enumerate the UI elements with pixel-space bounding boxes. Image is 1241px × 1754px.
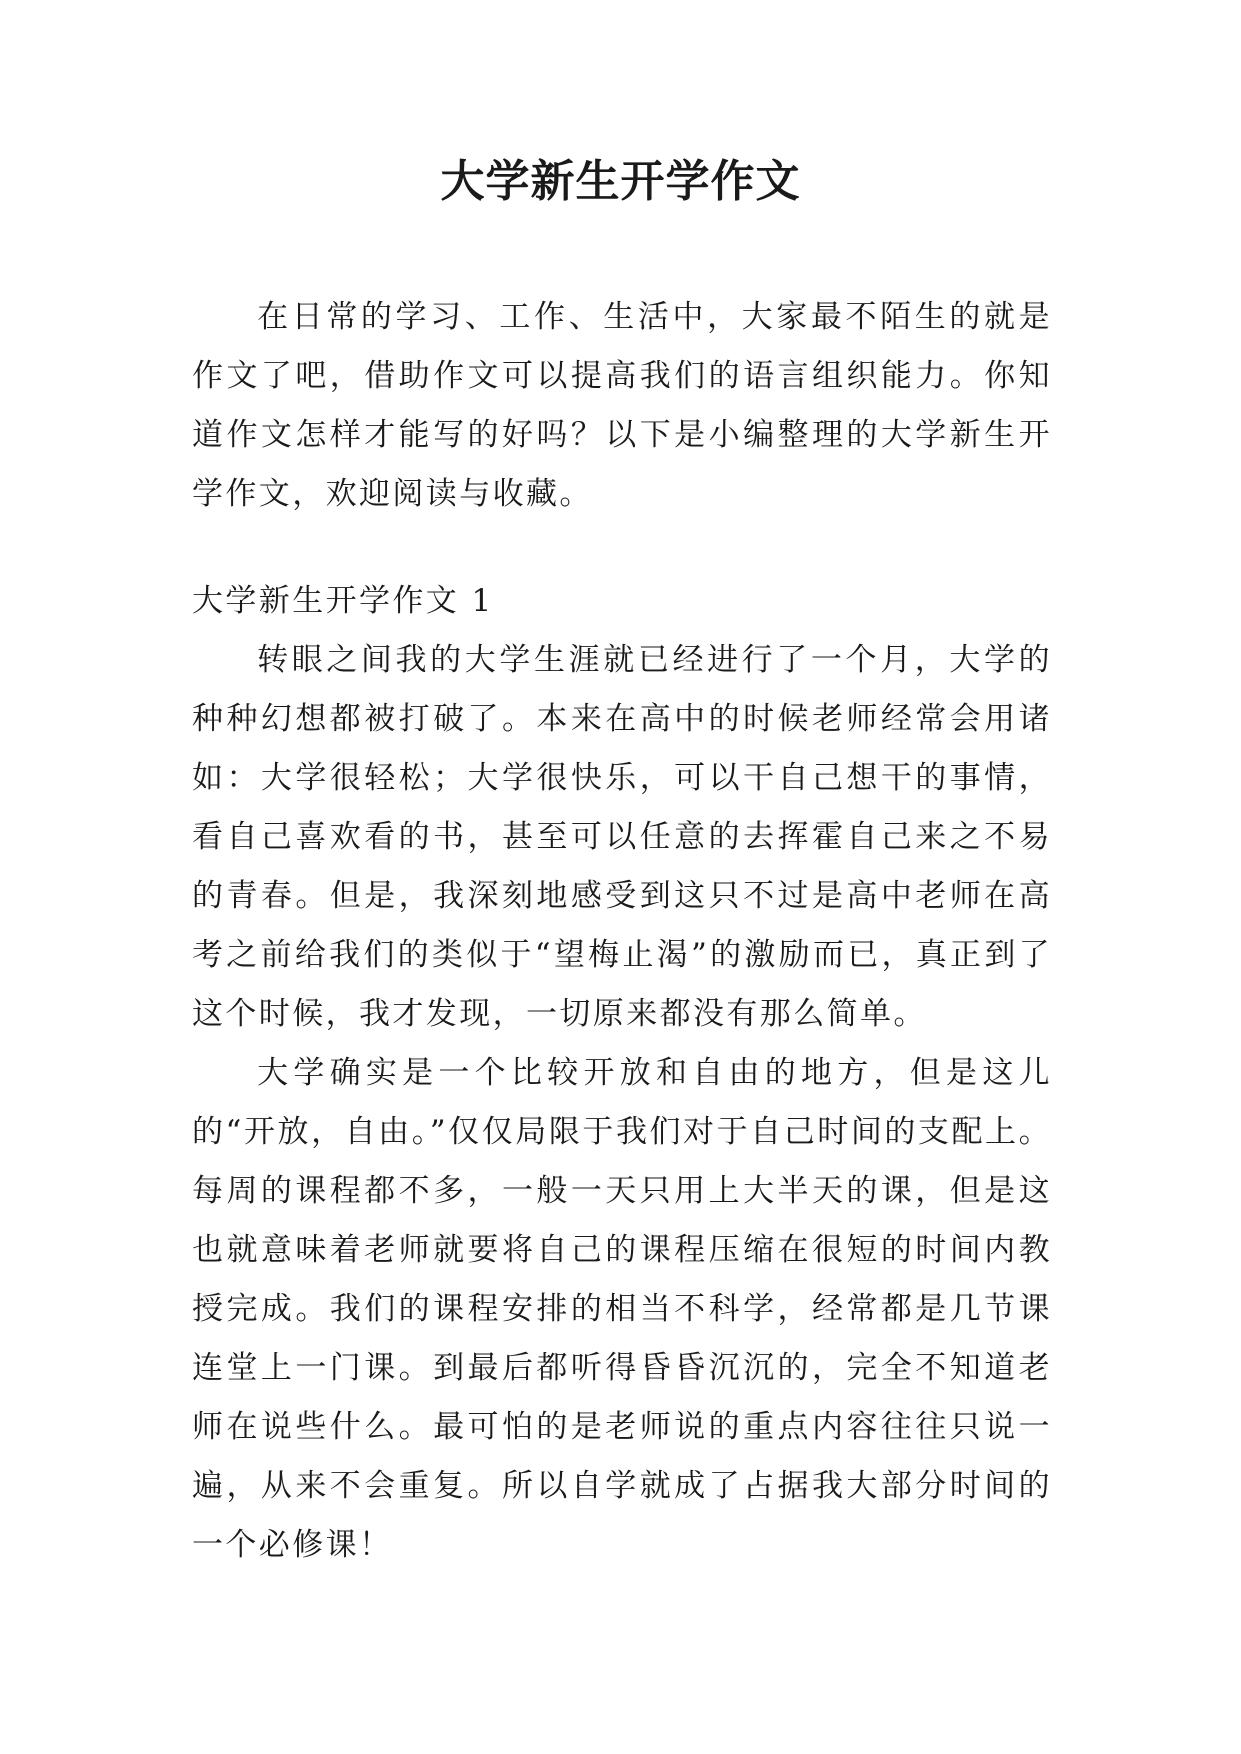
intro-paragraph: 在日常的学习、工作、生活中，大家最不陌生的就是作文了吧，借助作文可以提高我们的语言组织能力。你知道作文怎样才能写的好吗？以下是小编整理的大学新生开学作文，欢迎阅读与收藏。 [192,299,1052,512]
body-paragraph-1: 转眼之间我的大学生涯就已经进行了一个月，大学的种种幻想都被打破了。本来在高中的时候老师经常会用诸如：大学很轻松；大学很快乐，可以干自己想干的事情，看自己喜欢看的书，甚至可以任意的去挥霍自己来之不易的青春。但是，我深刻地感受到这只不过是高中老师在高考之前给我们的类似于“望梅止渴”的激励而已，真正到了这个时候，我才发现，一切原来都没有那么简单。 [192,642,1052,1032]
document-title: 大学新生开学作文 [440,156,801,207]
body-paragraph-2: 大学确实是一个比较开放和自由的地方，但是这儿的“开放，自由。”仅仅局限于我们对于自己时间的支配上。每周的课程都不多，一般一天只用上大半天的课，但是这也就意味着老师就要将自己的课程压缩在很短的时间内教授完成。我们的课程安排的相当不科学，经常都是几节课连堂上一门课。到最后都听得昏昏沉沉的，完全不知道老师在说些什么。最可怕的是老师说的重点内容往往只说一遍，从来不会重复。所以自学就成了占据我大部分时间的一个必修课！ [192,1055,1052,1563]
document-body [192,288,1052,1575]
section-heading: 大学新生开学作文 1 [192,583,494,619]
